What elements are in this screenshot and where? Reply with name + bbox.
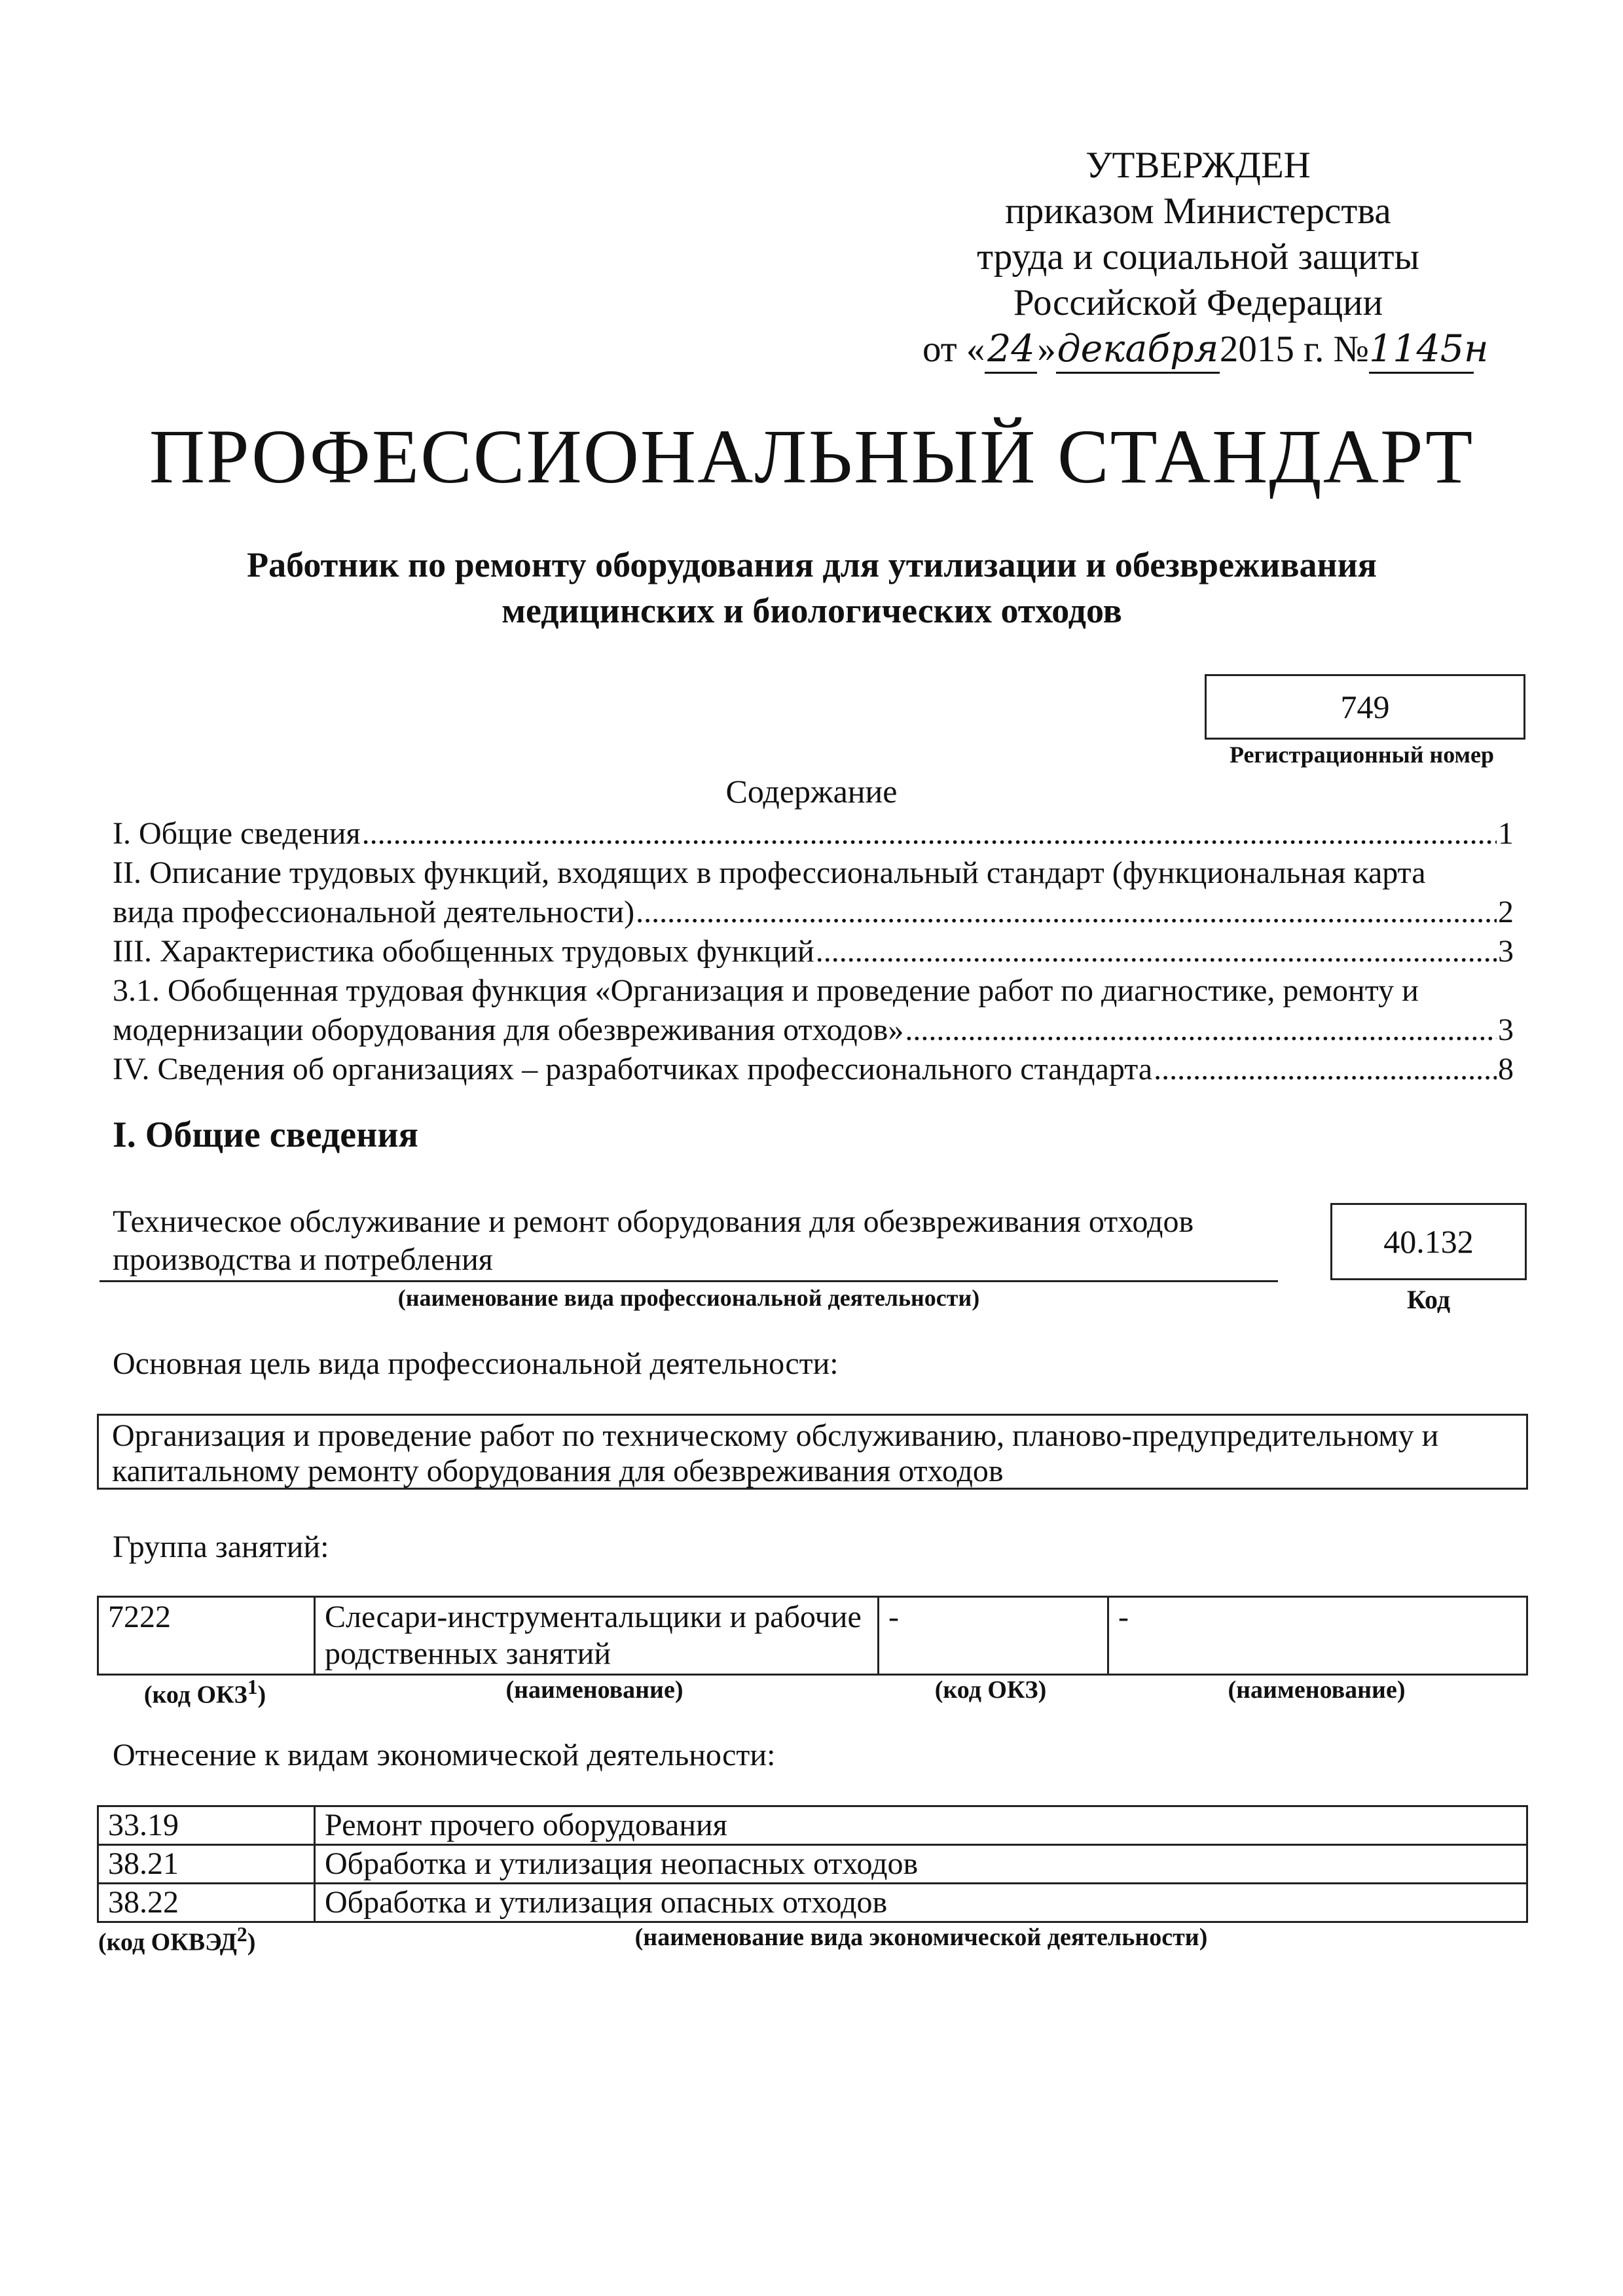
activity-code-label: Код: [1406, 1285, 1451, 1314]
section-heading: I. Общие сведения: [113, 1115, 418, 1155]
toc-item[interactable]: [113, 1050, 1514, 1089]
approval-title: УТВЕРЖДЕН: [1085, 145, 1311, 186]
purpose-heading: Основная цель вида профессиональной деятельности:: [113, 1346, 839, 1381]
date-month: декабря: [1056, 326, 1220, 374]
table-row: [98, 1597, 1527, 1675]
activity-name-line2: производства и потребления: [113, 1242, 493, 1277]
okved-heading: Отнесение к видам экономической деятельности:: [113, 1738, 776, 1772]
occupation-group-table: [97, 1596, 1528, 1676]
okz-name-cell-2: -: [1108, 1597, 1527, 1675]
activity-code-box: 40.132: [1330, 1203, 1527, 1280]
okz-code-caption: (код ОКЗ$^1$): [143, 1676, 266, 1709]
footnote-marker: 2: [236, 1923, 247, 1946]
okved-code-cell: 38.21: [98, 1845, 315, 1884]
table-row: [98, 1884, 1527, 1922]
activity-name: [113, 1203, 1278, 1279]
okz-name-caption-2: (наименование): [1228, 1676, 1406, 1704]
okz-name-cell: Слесари-инструментальщики и рабочие родственных занятий: [315, 1597, 879, 1675]
toc-item[interactable]: [113, 932, 1514, 971]
date-day: 24: [985, 326, 1037, 374]
approval-line-2: приказом Министерства: [1005, 190, 1391, 232]
okved-name-cell: Обработка и утилизация неопасных отходов: [315, 1845, 1527, 1884]
okz-code-caption-2: (код ОКЗ): [934, 1676, 1047, 1704]
date-prefix: от «: [922, 329, 985, 370]
toc-item[interactable]: [113, 1011, 1514, 1050]
okz-code-cell-2: -: [879, 1597, 1108, 1675]
toc-dots: [905, 1011, 1497, 1050]
approval-line-4: Российской Федерации: [1013, 282, 1383, 323]
date-quote: »: [1037, 329, 1056, 370]
date-year: 2015 г. №: [1219, 329, 1369, 370]
toc-item[interactable]: [113, 814, 1514, 853]
toc-dots: [1154, 1050, 1497, 1089]
table-row: [98, 1806, 1527, 1845]
toc-item[interactable]: [113, 893, 1514, 932]
order-number: 1145н: [1369, 326, 1474, 374]
toc-heading: Содержание: [725, 773, 898, 810]
purpose-box: Организация и проведение работ по техническому обслуживанию, планово-предупредительному и капитальному ремонту оборудования для обезвреживания отходов: [97, 1414, 1528, 1490]
activity-underline: [100, 1280, 1278, 1282]
okved-code-cell: 38.22: [98, 1884, 315, 1922]
registration-number-box: 749: [1205, 674, 1525, 740]
okved-table: [97, 1805, 1528, 1923]
okz-name-caption: (наименование): [505, 1676, 684, 1704]
toc-dots: [636, 893, 1497, 932]
okved-code-caption-text: (код ОКВЭД: [98, 1928, 237, 1956]
activity-caption: (наименование вида профессиональной деятельности): [397, 1285, 980, 1311]
approval-date: [903, 326, 1493, 374]
toc-item-text: вида профессиональной деятельности): [113, 895, 635, 929]
toc-item-text: IV. Сведения об организациях – разработчиках профессионального стандарта: [113, 1052, 1153, 1086]
toc-item-page: 8: [1498, 1052, 1514, 1086]
table-of-contents: [113, 814, 1514, 1089]
toc-item-line1[interactable]: II. Описание трудовых функций, входящих в профессиональный стандарт (функциональная карта: [113, 855, 1426, 890]
registration-number-label: Регистрационный номер: [1229, 742, 1495, 768]
okved-name-cell: Обработка и утилизация опасных отходов: [315, 1884, 1527, 1922]
okz-code-caption-text: (код ОКЗ: [143, 1681, 247, 1709]
document-title: ПРОФЕССИОНАЛЬНЫЙ СТАНДАРТ: [149, 414, 1474, 499]
okved-code-cell: 33.19: [98, 1806, 315, 1845]
approval-block: [903, 143, 1493, 374]
activity-name-line1: Техническое обслуживание и ремонт оборудования для обезвреживания отходов: [113, 1204, 1194, 1239]
toc-dots: [362, 814, 1497, 853]
toc-item-text: модернизации оборудования для обезвреживания отходов»: [113, 1013, 904, 1047]
table-row: [98, 1845, 1527, 1884]
toc-item-line1[interactable]: 3.1. Обобщенная трудовая функция «Организация и проведение работ по диагностике, ремонту и: [113, 973, 1419, 1008]
okved-code-caption: (код ОКВЭД$^2$): [98, 1923, 256, 1956]
toc-item-page: 3: [1498, 1013, 1514, 1047]
toc-item-page: 2: [1498, 895, 1514, 929]
approval-line-3: труда и социальной защиты: [977, 236, 1419, 278]
toc-dots: [816, 932, 1497, 971]
toc-item-text: I. Общие сведения: [113, 816, 361, 851]
toc-item-page: 1: [1498, 816, 1514, 851]
toc-item-text: III. Характеристика обобщенных трудовых функций: [113, 934, 814, 969]
occupation-group-heading: Группа занятий:: [113, 1530, 329, 1564]
okved-name-cell: Ремонт прочего оборудования: [315, 1806, 1527, 1845]
okz-code-cell: 7222: [98, 1597, 315, 1675]
document-subtitle: Работник по ремонту оборудования для утилизации и обезвреживания медицинских и биологических отходов: [247, 545, 1377, 630]
okved-name-caption: (наименование вида экономической деятельности): [634, 1924, 1208, 1951]
toc-item-page: 3: [1498, 934, 1514, 969]
footnote-marker: 1: [247, 1676, 258, 1698]
